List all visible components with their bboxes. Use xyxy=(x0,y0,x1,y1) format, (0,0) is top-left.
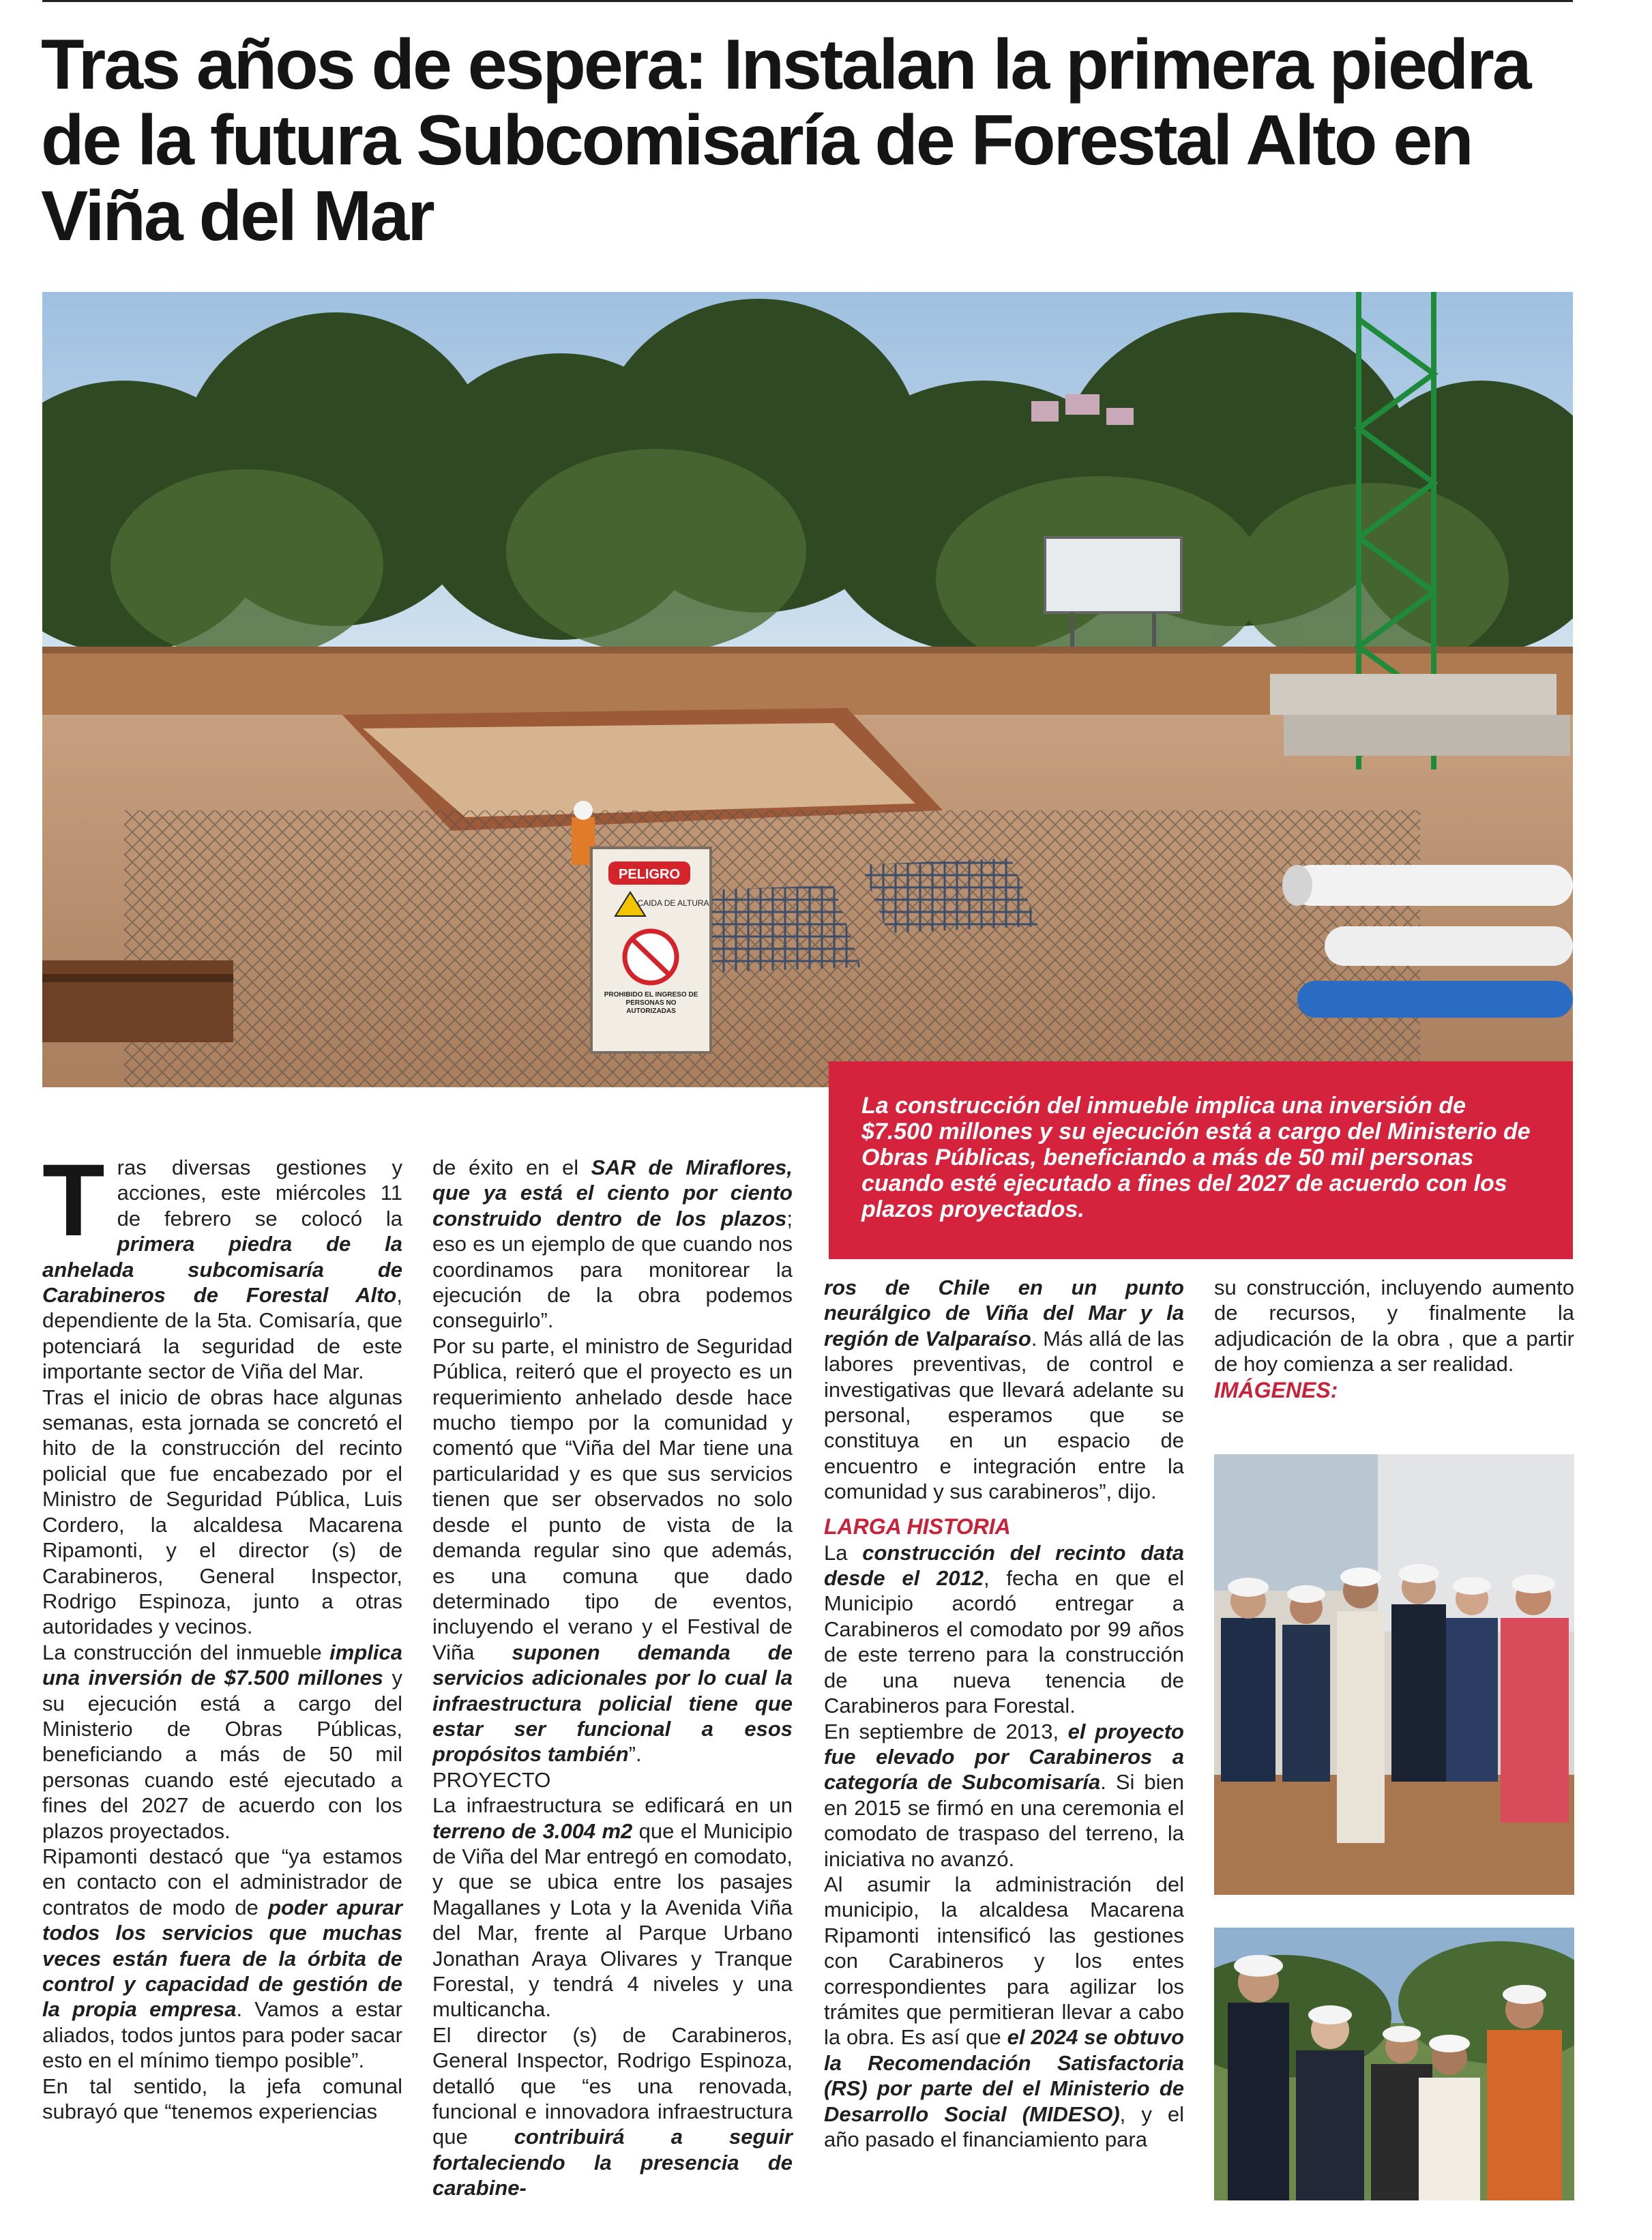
text-run: que el Municipio de Viña del Mar entregó en comodato, y que se ubica entre los pasajes Magallanes y Lota y la Avenida Viña del Mar, frente al Parque Urbano Jonathan Araya Olivares y Tranque Forestal, y tendrá 4 niveles y una multicancha. xyxy=(432,1818,793,2022)
text-run: , fecha en que el Municipio acordó entregar a Carabineros el comodato por 99 años de este terreno para la construcción de una nueva tenencia de Carabineros para Forestal. xyxy=(824,1566,1184,1718)
text-run: . Si bien en 2015 se firmó en una ceremonia el comodato de traspaso del terreno, la iniciativa no avanzó. xyxy=(824,1770,1184,1871)
paragraph xyxy=(432,1155,793,1333)
paragraph: En tal sentido, la jefa comunal subrayó que “tenemos experiencias xyxy=(42,2074,402,2124)
text-run: ”. xyxy=(628,1742,642,1767)
gallery-photo-1 xyxy=(1214,1454,1574,1895)
text-run: La infraestructura se edificará en un xyxy=(432,1793,793,1818)
paragraph xyxy=(824,1275,1184,1505)
column-1 xyxy=(42,1143,402,2124)
column-4 xyxy=(1214,1275,1574,1377)
bold-run: el 2024 se obtuvo la Recomendación Satisfactoria (RS) por parte del el Ministerio de Desarrollo Social (MIDESO) xyxy=(824,2025,1184,2126)
column-2 xyxy=(432,1155,793,2201)
text-run: ras diversas gestiones y acciones, este miércoles 11 de febrero se colocó la xyxy=(117,1155,402,1230)
bold-run: contribuirá a seguir fortaleciendo la presencia de carabine- xyxy=(432,2125,793,2200)
text-run: y su ejecución está a cargo del Ministerio de Obras Públicas, beneficiando a más de 50 mil personas cuando esté ejecutado a fines del 2027 de acuerdo con los plazos proyectados. xyxy=(42,1666,402,1843)
paragraph xyxy=(824,1540,1184,1719)
paragraph xyxy=(42,1640,402,1844)
text-run: , y el año pasado el financiamiento para xyxy=(824,2102,1184,2151)
text-run: El director (s) de Carabineros, General Inspector, Rodrigo Espinoza, detalló que “es una renovada, funcional e innovadora infraestructura que xyxy=(432,2022,793,2149)
dropcap: T xyxy=(42,1143,105,1257)
text-run: ; eso es un ejemplo de que cuando nos coordinamos para monitorear la ejecución de la obra podemos conseguirlo”. xyxy=(432,1206,793,1333)
bold-run: SAR de Miraflores, que ya está el ciento por ciento construido dentro de los plazos xyxy=(432,1155,793,1230)
gallery-photo-2 xyxy=(1214,1928,1574,2200)
bold-run: el proyecto fue elevado por Carabineros a categoría de Subcomisaría xyxy=(824,1719,1184,1795)
paragraph xyxy=(824,1719,1184,1872)
paragraph xyxy=(824,1872,1184,2152)
section-subhead-larga-historia: LARGA HISTORIA xyxy=(824,1514,1011,1539)
paragraph xyxy=(432,1333,793,1767)
sign-entry: PROHIBIDO EL INGRESO DE PERSONAS NO AUTORIZADAS xyxy=(604,991,698,1015)
text-run: de éxito en el xyxy=(432,1155,591,1179)
images-label: IMÁGENES: xyxy=(1214,1378,1338,1402)
text-run: , dependiente de la 5ta. Comisaría, que potenciará la seguridad de este importante sector de Viña del Mar. xyxy=(42,1283,402,1384)
bold-run: terreno de 3.004 m2 xyxy=(432,1818,633,1843)
text-run: La xyxy=(824,1540,863,1565)
paragraph: Tras el inicio de obras hace algunas semanas, esta jornada se concretó el hito de la construcción del recinto policial que fue encabezado por el Ministro de Seguridad Pública, Luis Cordero, la alcaldesa Macarena Ripamonti, y el director (s) de Carabineros, General Inspector, Rodrigo Espinoza, junto a otras autoridades y vecinos. xyxy=(42,1385,402,1639)
paragraph xyxy=(42,1844,402,2074)
paragraph xyxy=(432,1793,793,2022)
callout-box: La construcción del inmueble implica una inversión de $7.500 millones y su ejecución está a cargo del Ministerio de Obras Públicas, beneficiando a más de 50 mil personas cuando esté ejecutado a fines del 2027 de acuerdo con los plazos proyectados. xyxy=(829,1061,1573,1259)
text-run: Por su parte, el ministro de Seguridad Pública, reiteró que el proyecto es un requerimiento anhelado desde hace mucho tiempo por la comunidad y comentó que “Viña del Mar tiene una particularidad y es que sus servicios tienen que ser observados no solo desde el punto de vista de la demanda regular sino que además, es una comuna que dado determinado tipo de eventos, incluyendo el verano y el Festival de Viña xyxy=(432,1333,793,1664)
text-run: Al asumir la administración del municipio, la alcaldesa Macarena Ripamonti intensificó las gestiones con Carabineros y los entes correspondientes para agilizar los trámites que permitieran llevar a cabo la obra. Es así que xyxy=(824,1872,1184,2050)
sign-danger: PELIGRO xyxy=(618,867,681,882)
main-photo xyxy=(42,292,1573,1087)
column-3 xyxy=(824,1275,1184,2152)
bold-run: primera piedra de la anhelada subcomisaría de Carabineros de Forestal Alto xyxy=(42,1232,402,1308)
top-rule xyxy=(42,0,1573,2)
text-run: En septiembre de 2013, xyxy=(824,1719,1068,1743)
headline: Tras años de espera: Instalan la primera piedra de la futura Subcomisaría de Forestal Alto en Viña del Mar xyxy=(41,25,1530,256)
bold-run: implica una inversión de $7.500 millones xyxy=(42,1640,402,1690)
paragraph xyxy=(432,2022,793,2201)
bold-run: suponen demanda de servicios adicionales por lo cual la infraestructura policial tiene que estar ser funcional a esos propósitos también xyxy=(432,1640,793,1767)
bold-run: construcción del recinto data desde el 2012 xyxy=(824,1540,1184,1591)
bold-run: poder apurar todos los servicios que muchas veces están fuera de la órbita de control y capacidad de gestión de la propia empresa xyxy=(42,1895,402,2022)
section-subhead-proyecto: PROYECTO xyxy=(432,1767,551,1792)
paragraph xyxy=(42,1143,402,1385)
text-run: . Vamos a estar aliados, todos juntos para poder sacar esto en el mínimo tiempo posible”. xyxy=(42,1997,402,2073)
text-run: Ripamonti destacó que “ya estamos en contacto con el administrador de contratos de modo de xyxy=(42,1844,402,1919)
text-run: . Más allá de las labores preventivas, de control e investigativas que llevará adelante su personal, esperamos que se constituya en un espacio de encuentro e integración entre la comunidad y sus carabineros”, dijo. xyxy=(824,1326,1184,1504)
sign-fall: CAIDA DE ALTURA xyxy=(637,898,709,908)
bold-run: ros de Chile en un punto neurálgico de Viña del Mar y la región de Valparaíso xyxy=(824,1276,1184,1351)
text-run: La construcción del inmueble xyxy=(42,1640,330,1664)
paragraph: su construcción, incluyendo aumento de recursos, y finalmente la adjudicación de la obra , que a partir de hoy comienza a ser realidad. xyxy=(1214,1276,1574,1376)
